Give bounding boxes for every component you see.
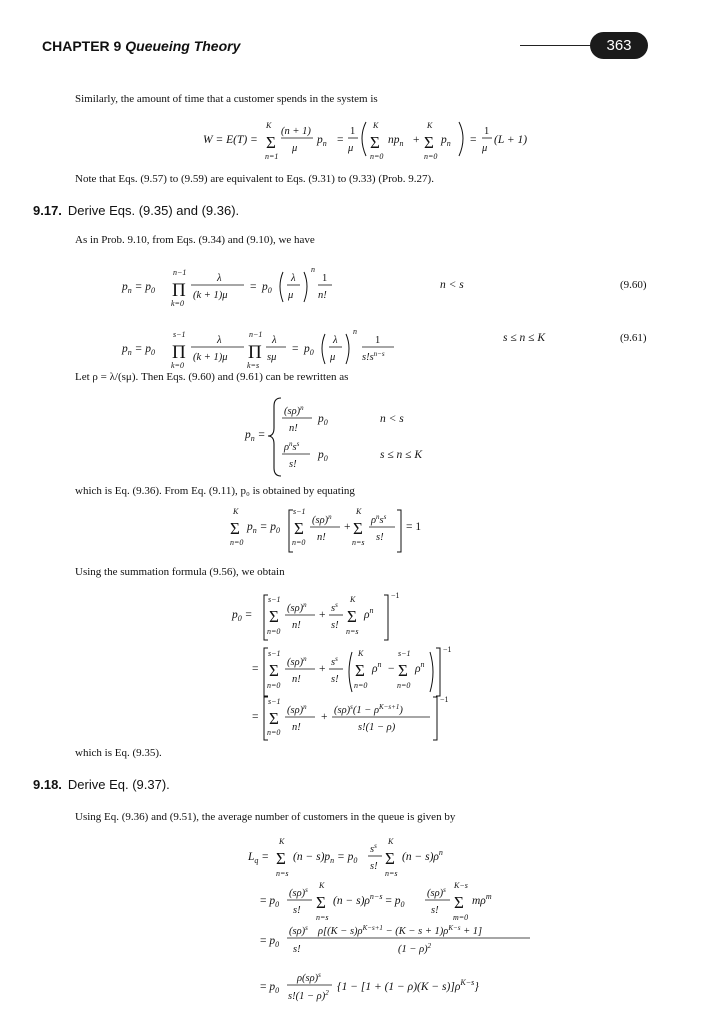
svg-text:Σ: Σ xyxy=(398,661,408,680)
svg-text:+: + xyxy=(413,134,420,146)
which-eq-9-35-text: which is Eq. (9.35). xyxy=(75,747,162,759)
note-text: Note that Eqs. (9.57) to (9.59) are equivalent to Eqs. (9.31) to (9.33) (Prob. 9.27). xyxy=(75,173,434,185)
problem-9-18-heading xyxy=(33,777,170,792)
svg-text:n=1: n=1 xyxy=(265,152,279,161)
svg-text:s−1: s−1 xyxy=(173,330,186,339)
svg-text:W = E(T) =: W = E(T) = xyxy=(203,134,258,146)
svg-text:(n − s)ρn−s = p0: $(n - s)\rho^{n-s} = p_0$ xyxy=(333,892,405,909)
svg-text:ρn: $\rho^n$ xyxy=(364,606,374,621)
svg-text:Lq =: $L_q$ = xyxy=(248,851,270,865)
svg-text:Σ: Σ xyxy=(355,661,365,680)
svg-text:(sρ)s: $(s\rho)^s$ xyxy=(289,924,308,937)
svg-text:s−1: s−1 xyxy=(398,649,411,658)
eq-9-60-number: (9.60) xyxy=(620,279,647,291)
svg-text:s!: s! xyxy=(431,905,439,916)
let-rho-text: Let ρ = λ/(sμ). Then Eqs. (9.60) and (9.61) can be rewritten as xyxy=(75,371,349,383)
svg-text:λ: λ xyxy=(291,273,296,284)
svg-text:K: K xyxy=(279,837,285,846)
svg-text:Σ: Σ xyxy=(454,893,464,912)
svg-text:s!: s! xyxy=(289,459,297,470)
svg-text:n=0: n=0 xyxy=(230,538,244,547)
equation-p0-line2 xyxy=(252,645,452,696)
svg-text:ρn: $\rho^n$ xyxy=(372,660,382,675)
svg-text:K: K xyxy=(233,507,239,516)
svg-text:s!: s! xyxy=(376,532,384,543)
svg-text:(sρ)n: $(s\rho)^n$ xyxy=(312,513,332,526)
svg-text:s!: s! xyxy=(293,905,301,916)
svg-text:(sρ)s: $(s\rho)^s$ xyxy=(427,886,446,899)
svg-text:μ: μ xyxy=(330,352,336,363)
svg-text:Σ: Σ xyxy=(316,893,326,912)
equation-p0-line3 xyxy=(252,695,449,740)
svg-text:K: K xyxy=(373,121,379,130)
svg-text:μ: μ xyxy=(348,143,354,154)
svg-text:(sρ)s(1 − ρK−s+1): $(s\rho)^s(1 - \rho^{K-s+1})$ xyxy=(334,703,403,716)
svg-text:n: n xyxy=(353,327,357,336)
svg-text:p0: $p_0$ xyxy=(318,413,328,427)
svg-text:s!: s! xyxy=(331,620,339,631)
svg-text:Σ: Σ xyxy=(424,133,434,152)
svg-text:Σ: Σ xyxy=(230,519,240,538)
svg-text:K−s: K−s xyxy=(454,881,468,890)
svg-text:Σ: Σ xyxy=(370,133,380,152)
problem-title: Derive Eq. (9.37). xyxy=(67,777,170,792)
svg-text:ρn: $\rho^n$ xyxy=(415,660,425,675)
svg-text:(n + 1): (n + 1) xyxy=(281,126,311,137)
svg-text:n−1: n−1 xyxy=(249,330,263,339)
svg-text:=: = xyxy=(470,134,477,146)
svg-text:(sρ)n: $(s\rho)^n$ xyxy=(287,655,307,668)
svg-text:n−1: n−1 xyxy=(173,268,187,277)
svg-text:sμ: sμ xyxy=(267,352,277,363)
svg-text:μ: μ xyxy=(288,290,294,301)
svg-text:s!: s! xyxy=(331,674,339,685)
equation-lq-line3 xyxy=(260,924,530,955)
svg-text:n=0: n=0 xyxy=(397,681,411,690)
svg-text:(sρ)s: $(s\rho)^s$ xyxy=(289,886,308,899)
svg-text:ρnss: $\rho^ns^s$ xyxy=(284,440,300,453)
eq-9-61-condition: s ≤ n ≤ K xyxy=(503,332,546,344)
svg-text:(L + 1): (L + 1) xyxy=(494,134,528,146)
svg-text:s ≤ n ≤ K: s ≤ n ≤ K xyxy=(380,449,423,461)
svg-text:mρm: $m\rho^m$ xyxy=(472,892,492,907)
svg-text:n!: n! xyxy=(292,722,301,733)
svg-text:pn = p0: $p_n = p_0$ xyxy=(122,281,156,295)
svg-text:pn =: $p_n$ = xyxy=(245,429,266,443)
svg-text:1: 1 xyxy=(350,126,356,137)
problem-number: 9.18. xyxy=(33,777,62,792)
eq-9-60-condition: n < s xyxy=(440,279,464,291)
problem-9-17-heading xyxy=(33,203,239,218)
intro-text: Similarly, the amount of time that a customer spends in the system is xyxy=(75,93,378,105)
svg-text:=: = xyxy=(250,281,257,293)
svg-text:(n − s)pn = p0: $(n - s)p_n = p_0$ xyxy=(293,851,358,865)
svg-text:n=s: n=s xyxy=(385,869,398,878)
equation-piecewise xyxy=(244,398,423,476)
svg-text:k=0: k=0 xyxy=(171,361,184,370)
svg-text:m=0: m=0 xyxy=(453,913,469,922)
svg-text:λ: λ xyxy=(272,335,277,346)
svg-text:Σ: Σ xyxy=(294,519,304,538)
svg-text:ss: $s^s$ xyxy=(331,655,338,668)
svg-text:1: 1 xyxy=(322,273,328,284)
using-summation-text: Using the summation formula (9.56), we obtain xyxy=(75,566,285,578)
svg-text:n!: n! xyxy=(289,423,298,434)
svg-text:K: K xyxy=(319,881,325,890)
chapter-title: Queueing Theory xyxy=(125,38,241,54)
svg-text:(k + 1)μ: (k + 1)μ xyxy=(193,290,228,301)
svg-text:= 1: = 1 xyxy=(406,521,422,533)
svg-text:n!: n! xyxy=(318,290,327,301)
svg-text:= p0: = $p_0$ xyxy=(260,935,280,949)
svg-text:s−1: s−1 xyxy=(293,507,306,516)
svg-text:K: K xyxy=(388,837,394,846)
equation-lq-line1 xyxy=(247,837,443,878)
svg-text:s!(1 − ρ)2: $s!(1 - \rho)^2$ xyxy=(288,989,329,1002)
svg-text:K: K xyxy=(358,649,364,658)
equation-lq-line4 xyxy=(260,971,479,1002)
svg-text:−1: −1 xyxy=(443,645,452,654)
svg-text:Σ: Σ xyxy=(276,849,286,868)
svg-text:n=0: n=0 xyxy=(354,681,368,690)
svg-text:n < s: n < s xyxy=(380,413,404,425)
svg-text:K: K xyxy=(356,507,362,516)
page-number: 363 xyxy=(590,32,648,59)
svg-text:=: = xyxy=(252,663,259,675)
svg-text:k=s: k=s xyxy=(247,361,260,370)
svg-text:K: K xyxy=(350,595,356,604)
svg-text:p0 =: $p_0$ = xyxy=(232,609,253,623)
svg-text:λ: λ xyxy=(217,273,222,284)
svg-text:n!: n! xyxy=(317,532,326,543)
svg-text:pn: $p_n$ xyxy=(317,134,327,148)
svg-text:pn = p0: $p_n = p_0$ xyxy=(122,343,156,357)
svg-text:−1: −1 xyxy=(391,591,400,600)
svg-text:s−1: s−1 xyxy=(268,697,281,706)
svg-text:ρ[(K − s)ρK−s+1 − (K − s + 1)ρ: $\rho[(K - s)\rho^{K-s+1} - (K - s + 1)\rho^{K-s} + 1]$ xyxy=(318,924,483,937)
svg-text:n=s: n=s xyxy=(276,869,289,878)
svg-text:n=s: n=s xyxy=(346,627,359,636)
svg-text:n: n xyxy=(311,265,315,274)
problem-number: 9.17. xyxy=(33,203,62,218)
svg-text:+: + xyxy=(319,609,326,621)
svg-text:pn: $p_n$ xyxy=(441,134,451,148)
svg-text:ρ(sρ)s: $\rho(s\rho)^s$ xyxy=(297,971,321,984)
which-eq-9-36-text: which is Eq. (9.36). From Eq. (9.11), p₀ is obtained by equating xyxy=(75,485,355,497)
svg-text:n=s: n=s xyxy=(352,538,365,547)
chapter-label: CHAPTER 9 xyxy=(42,38,122,54)
svg-text:npn: $np_n$ xyxy=(388,134,404,148)
svg-text:s!: s! xyxy=(370,861,378,872)
svg-text:Π: Π xyxy=(172,342,186,363)
equation-lq-line2 xyxy=(260,881,492,922)
svg-text:1: 1 xyxy=(375,335,381,346)
problem-title: Derive Eqs. (9.35) and (9.36). xyxy=(67,203,240,218)
svg-text:K: K xyxy=(427,121,433,130)
svg-text:n=s: n=s xyxy=(316,913,329,922)
svg-text:= p0: = $p_0$ xyxy=(260,895,280,909)
equation-w xyxy=(203,121,527,161)
svg-text:s−1: s−1 xyxy=(268,595,281,604)
svg-text:=: = xyxy=(292,343,299,355)
svg-text:p0: $p_0$ xyxy=(318,449,328,463)
svg-text:s−1: s−1 xyxy=(268,649,281,658)
svg-text:Σ: Σ xyxy=(269,661,279,680)
svg-text:Σ: Σ xyxy=(385,849,395,868)
svg-text:1: 1 xyxy=(484,126,490,137)
svg-text:(n − s)ρn: $(n - s)\rho^n$ xyxy=(402,848,443,863)
svg-text:=: = xyxy=(337,134,344,146)
svg-text:(sρ)n: $(s\rho)^n$ xyxy=(287,601,307,614)
svg-text:−: − xyxy=(388,663,395,675)
svg-text:λ: λ xyxy=(217,335,222,346)
svg-text:Σ: Σ xyxy=(266,133,276,152)
svg-text:(sρ)n: $(s\rho)^n$ xyxy=(284,404,304,417)
svg-text:s!: s! xyxy=(293,944,301,955)
equation-9-60 xyxy=(121,265,332,308)
problem-9-17-intro: As in Prob. 9.10, from Eqs. (9.34) and (9.10), we have xyxy=(75,234,315,246)
equation-9-61 xyxy=(121,327,394,370)
svg-text:Σ: Σ xyxy=(353,519,363,538)
svg-text:p0: $p_0$ xyxy=(262,281,272,295)
svg-text:+: + xyxy=(319,663,326,675)
svg-text:K: K xyxy=(266,121,272,130)
svg-text:n=0: n=0 xyxy=(267,681,281,690)
equation-normalization xyxy=(230,507,421,552)
svg-text:k=0: k=0 xyxy=(171,299,184,308)
svg-text:μ: μ xyxy=(482,143,488,154)
svg-text:n=0: n=0 xyxy=(292,538,306,547)
svg-text:=: = xyxy=(252,711,259,723)
svg-text:Σ: Σ xyxy=(269,709,279,728)
svg-text:n=0: n=0 xyxy=(267,728,281,737)
svg-text:ss: $s^s$ xyxy=(370,842,377,855)
svg-text:−1: −1 xyxy=(440,695,449,704)
svg-text:s!(1 − ρ): s!(1 − ρ) xyxy=(358,722,396,733)
svg-text:n=0: n=0 xyxy=(370,152,384,161)
svg-text:Σ: Σ xyxy=(347,607,357,626)
svg-text:n=0: n=0 xyxy=(424,152,438,161)
svg-text:s!sn−s: $s!s^{n-s}$ xyxy=(362,350,385,363)
svg-text:{1 − [1 + (1 − ρ)(K − s)]ρK−s}: $\{1 - [1 + (1 - \rho)(K - s)]\rho^{K-s}\}$ xyxy=(337,978,479,993)
svg-text:(k + 1)μ: (k + 1)μ xyxy=(193,352,228,363)
eq-9-61-number: (9.61) xyxy=(620,332,647,344)
svg-text:n!: n! xyxy=(292,674,301,685)
svg-text:+: + xyxy=(321,711,328,723)
svg-text:Π: Π xyxy=(248,342,262,363)
svg-text:n=0: n=0 xyxy=(267,627,281,636)
equation-p0-line1 xyxy=(231,591,400,640)
svg-text:Σ: Σ xyxy=(269,607,279,626)
svg-text:ρnss: $\rho^ns^s$ xyxy=(371,513,387,526)
svg-text:pn = p0: $p_n = p_0$ xyxy=(247,521,281,535)
svg-text:ss: $s^s$ xyxy=(331,601,338,614)
svg-text:+: + xyxy=(344,521,351,533)
svg-text:Π: Π xyxy=(172,280,186,301)
svg-text:n!: n! xyxy=(292,620,301,631)
svg-text:λ: λ xyxy=(333,335,338,346)
svg-text:= p0: = $p_0$ xyxy=(260,981,280,995)
svg-text:μ: μ xyxy=(292,143,298,154)
svg-text:(1 − ρ)2: $(1 - \rho)^2$ xyxy=(398,942,432,955)
svg-text:p0: $p_0$ xyxy=(304,343,314,357)
problem-9-18-intro: Using Eq. (9.36) and (9.51), the average number of customers in the queue is given by xyxy=(75,811,456,823)
svg-text:(sρ)n: $(s\rho)^n$ xyxy=(287,703,307,716)
